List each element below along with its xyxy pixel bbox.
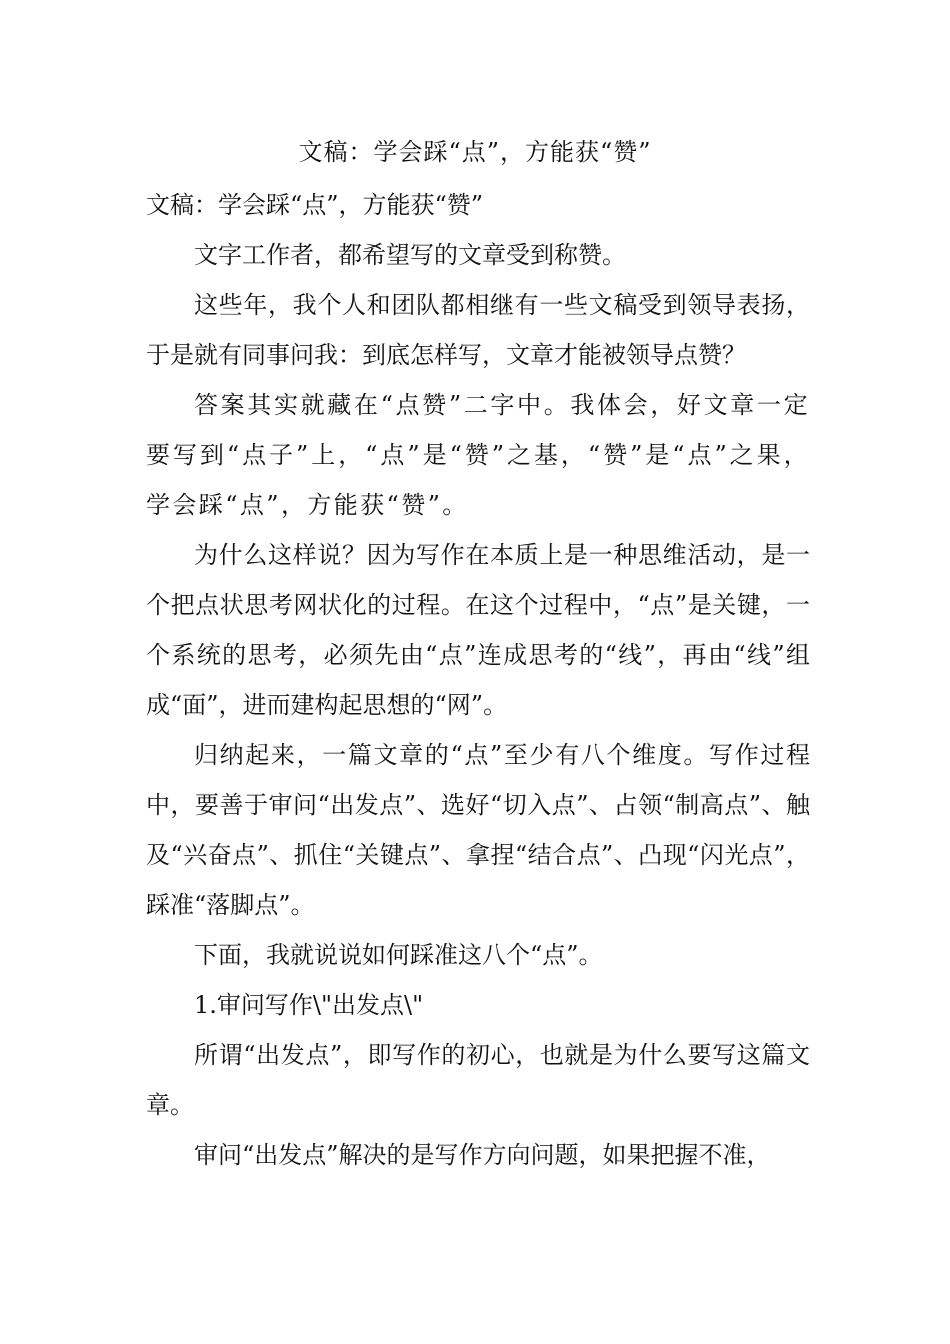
paragraph: 为什么这样说？因为写作在本质上是一种思维活动，是一个把点状思考网状化的过程。在这个过程中，“点”是关键，一个系统的思考，必须先由“点”连成思考的“线”，再由“线”组成“面”，进而建构起思想的“网”。	[146, 541, 810, 719]
paragraph: 归纳起来，一篇文章的“点”至少有八个维度。写作过程中，要善于审问“出发点”、选好“切入点”、占领“制高点”、触及“兴奋点”、抓住“关键点”、拿捏“结合点”、凸现“闪光点”，踩准“落脚点”。	[146, 741, 810, 919]
paragraph: 文字工作者，都希望写的文章受到称赞。	[194, 241, 626, 269]
paragraph-subtitle: 文稿：学会踩“点”，方能获“赞”	[146, 191, 484, 219]
paragraph: 所谓“出发点”，即写作的初心，也就是为什么要写这篇文章。	[146, 1041, 810, 1119]
paragraph: 审问“出发点”解决的是写作方向问题，如果把握不准，	[194, 1141, 771, 1169]
paragraph: 答案其实就藏在“点赞”二字中。我体会，好文章一定要写到“点子”上，“点”是“赞”之基，“赞”是“点”之果，学会踩“点”，方能获“赞”。	[146, 391, 810, 519]
paragraph: 下面，我就说说如何踩准这八个“点”。	[194, 941, 603, 969]
section-heading: 1.审问写作\"出发点\"	[194, 991, 424, 1019]
paragraph: 这些年，我个人和团队都相继有一些文稿受到领导表扬，于是就有同事问我：到底怎样写，文章才能被领导点赞？	[146, 291, 810, 369]
document-body	[146, 180, 810, 1180]
document-title: 文稿：学会踩“点”，方能获“赞”	[298, 138, 652, 166]
